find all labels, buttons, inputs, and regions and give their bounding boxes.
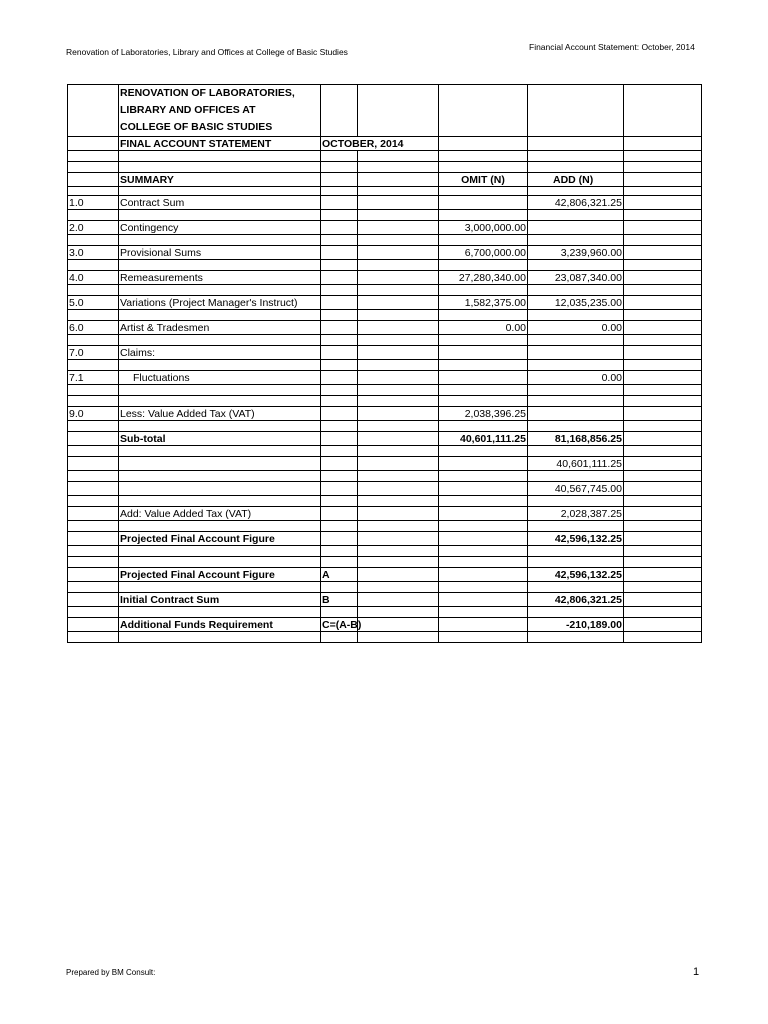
item-number: 3.0 — [68, 246, 119, 260]
prepared-by: Prepared by BM Consult: — [66, 968, 156, 977]
item-omit — [439, 196, 528, 210]
item-add: 3,239,960.00 — [528, 246, 624, 260]
item-description: Variations (Project Manager's Instruct) — [119, 296, 321, 310]
sheet-title-line-3: COLLEGE OF BASIC STUDIES — [120, 121, 273, 133]
item-description: Fluctuations — [119, 371, 321, 385]
page-header-left: Renovation of Laboratories, Library and Offices at College of Basic Studies — [66, 47, 348, 57]
table-row — [68, 371, 702, 385]
item-add: 12,035,235.00 — [528, 296, 624, 310]
item-add: 23,087,340.00 — [528, 271, 624, 285]
item-description: Claims: — [119, 346, 321, 360]
final-row-value: -210,189.00 — [528, 618, 624, 632]
item-description: Contract Sum — [119, 196, 321, 210]
table-row — [68, 246, 702, 260]
item-description: Contingency — [119, 221, 321, 235]
table-row — [68, 196, 702, 210]
item-omit: 27,280,340.00 — [439, 271, 528, 285]
table-row — [68, 407, 702, 421]
page-number: 1 — [693, 966, 700, 978]
final-row — [68, 618, 702, 632]
item-omit: 3,000,000.00 — [439, 221, 528, 235]
item-number: 9.0 — [68, 407, 119, 421]
omit-column-header: OMIT (N) — [439, 173, 528, 187]
table-row — [68, 296, 702, 310]
summary-label: SUMMARY — [119, 173, 321, 187]
item-number: 4.0 — [68, 271, 119, 285]
final-row-label: Additional Funds Requirement — [119, 618, 321, 632]
item-description: Artist & Tradesmen — [119, 321, 321, 335]
item-add — [528, 221, 624, 235]
item-omit: 0.00 — [439, 321, 528, 335]
subtotal-row — [68, 432, 702, 446]
item-number: 1.0 — [68, 196, 119, 210]
final-account-table — [67, 84, 702, 643]
table-row — [68, 271, 702, 285]
item-description: Provisional Sums — [119, 246, 321, 260]
item-omit — [439, 371, 528, 385]
sheet-title — [119, 85, 321, 137]
final-row — [68, 593, 702, 607]
net-value: 40,567,745.00 — [528, 482, 624, 496]
final-row-value: 42,596,132.25 — [528, 568, 624, 582]
item-number: 7.1 — [68, 371, 119, 385]
item-omit: 2,038,396.25 — [439, 407, 528, 421]
less-omit-value: 40,601,111.25 — [528, 457, 624, 471]
item-number: 7.0 — [68, 346, 119, 360]
projected-label: Projected Final Account Figure — [119, 532, 321, 546]
item-description: Remeasurements — [119, 271, 321, 285]
item-add — [528, 346, 624, 360]
add-column-header: ADD (N) — [528, 173, 624, 187]
add-vat-label: Add: Value Added Tax (VAT) — [119, 507, 321, 521]
subtotal-omit: 40,601,111.25 — [439, 432, 528, 446]
final-row-ref: B — [321, 593, 358, 607]
item-omit — [439, 346, 528, 360]
table-row — [68, 221, 702, 235]
sheet-subtitle: FINAL ACCOUNT STATEMENT — [119, 137, 321, 151]
item-add: 0.00 — [528, 321, 624, 335]
projected-row — [68, 532, 702, 546]
projected-value: 42,596,132.25 — [528, 532, 624, 546]
table-row — [68, 321, 702, 335]
item-number: 5.0 — [68, 296, 119, 310]
final-row-label: Initial Contract Sum — [119, 593, 321, 607]
sheet-title-line-1: RENOVATION OF LABORATORIES, — [120, 87, 295, 99]
item-number: 6.0 — [68, 321, 119, 335]
add-vat-row — [68, 507, 702, 521]
subtotal-label: Sub-total — [119, 432, 321, 446]
add-vat-value: 2,028,387.25 — [528, 507, 624, 521]
item-number: 2.0 — [68, 221, 119, 235]
page-header-right: Financial Account Statement: October, 2014 — [529, 42, 695, 52]
sheet-period: OCTOBER, 2014 — [321, 137, 439, 151]
final-row-value: 42,806,321.25 — [528, 593, 624, 607]
final-row-ref: A — [321, 568, 358, 582]
final-row-ref: C=(A-B) — [322, 619, 362, 631]
subtotal-add: 81,168,856.25 — [528, 432, 624, 446]
item-omit: 1,582,375.00 — [439, 296, 528, 310]
item-add: 42,806,321.25 — [528, 196, 624, 210]
item-omit: 6,700,000.00 — [439, 246, 528, 260]
item-add — [528, 407, 624, 421]
item-description: Less: Value Added Tax (VAT) — [119, 407, 321, 421]
item-add: 0.00 — [528, 371, 624, 385]
sheet-title-line-2: LIBRARY AND OFFICES AT — [120, 104, 256, 116]
final-row-label: Projected Final Account Figure — [119, 568, 321, 582]
final-row — [68, 568, 702, 582]
table-row — [68, 346, 702, 360]
